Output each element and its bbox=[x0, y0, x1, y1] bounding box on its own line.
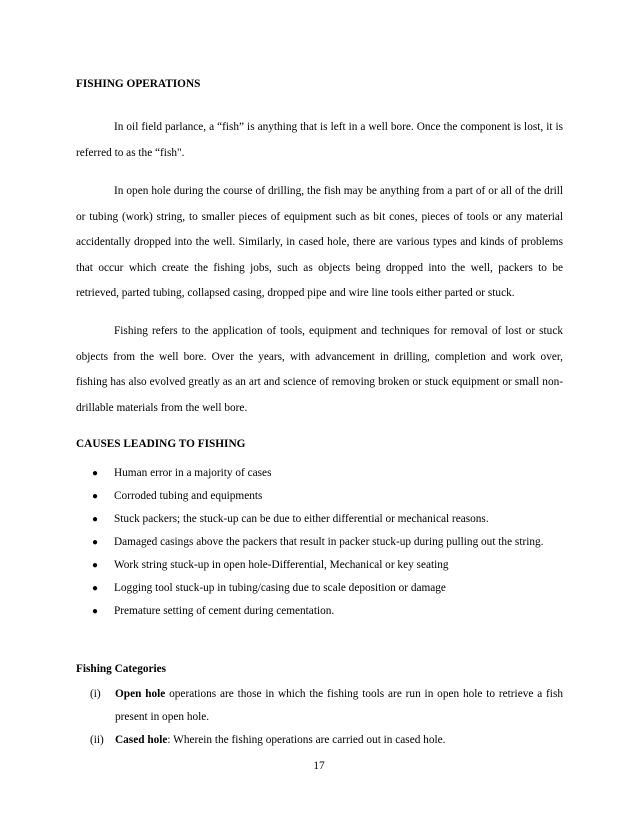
list-item: ● Damaged casings above the packers that result in packer stuck-up during pulling out the string. bbox=[76, 531, 563, 554]
category-term: Cased hole bbox=[115, 734, 168, 746]
bullet-icon: ● bbox=[92, 514, 99, 525]
heading-fishing-categories: Fishing Categories bbox=[76, 663, 167, 675]
bullet-icon: ● bbox=[92, 583, 99, 594]
list-item: ● Premature setting of cement during cementation. bbox=[76, 600, 563, 623]
bullet-icon: ● bbox=[92, 560, 99, 571]
page-number: 17 bbox=[313, 760, 325, 772]
heading-causes: CAUSES LEADING TO FISHING bbox=[76, 438, 246, 450]
item-number: (ii) bbox=[90, 734, 104, 746]
list-item bbox=[76, 729, 563, 752]
paragraph-open-hole-fish: In open hole during the course of drilling, the fish may be anything from a part of or all of the drill or tubing (work) string, to smaller pieces of equipment such as bit cones, pieces of tools or any material accidentally dropped into the well. Similarly, in cased hole, there are various types and kinds of problems that occur which create the fishing jobs, such as objects being dropped into the well, packers to be retrieved, parted tubing, collapsed casing, dropped pipe and wire line tools either parted or stuck. bbox=[76, 185, 563, 300]
bullet-icon: ● bbox=[92, 606, 99, 617]
bullet-icon: ● bbox=[92, 468, 99, 479]
categories-list bbox=[76, 683, 563, 752]
category-text: operations are those in which the fishing tools are run in open hole to retrieve a fish present in open hole. bbox=[115, 688, 563, 723]
list-item: ● Corroded tubing and equipments bbox=[76, 485, 563, 508]
paragraph-fish-definition: In oil field parlance, a “fish” is anything that is left in a well bore. Once the component is lost, it is referred to as the “fish". bbox=[76, 121, 563, 159]
list-item: ● Work string stuck-up in open hole-Differential, Mechanical or key seating bbox=[76, 554, 563, 577]
list-item: ● Human error in a majority of cases bbox=[76, 462, 563, 485]
list-item: ● Logging tool stuck-up in tubing/casing due to scale deposition or damage bbox=[76, 577, 563, 600]
heading-fishing-operations: FISHING OPERATIONS bbox=[76, 78, 201, 90]
list-item: ● Stuck packers; the stuck-up can be due to either differential or mechanical reasons. bbox=[76, 508, 563, 531]
paragraph-fishing-definition: Fishing refers to the application of tools, equipment and techniques for removal of lost or stuck objects from the well bore. Over the years, with advancement in drilling, completion and work over, fishing has also evolved greatly as an art and science of removing broken or stuck equipment or small non-drillable materials from the well bore. bbox=[76, 325, 563, 414]
causes-list bbox=[76, 462, 563, 623]
item-number: (i) bbox=[90, 688, 101, 700]
list-item bbox=[76, 683, 563, 729]
bullet-icon: ● bbox=[92, 491, 99, 502]
category-text: : Wherein the fishing operations are carried out in cased hole. bbox=[167, 734, 446, 746]
bullet-icon: ● bbox=[92, 537, 99, 548]
category-term: Open hole bbox=[115, 688, 166, 700]
